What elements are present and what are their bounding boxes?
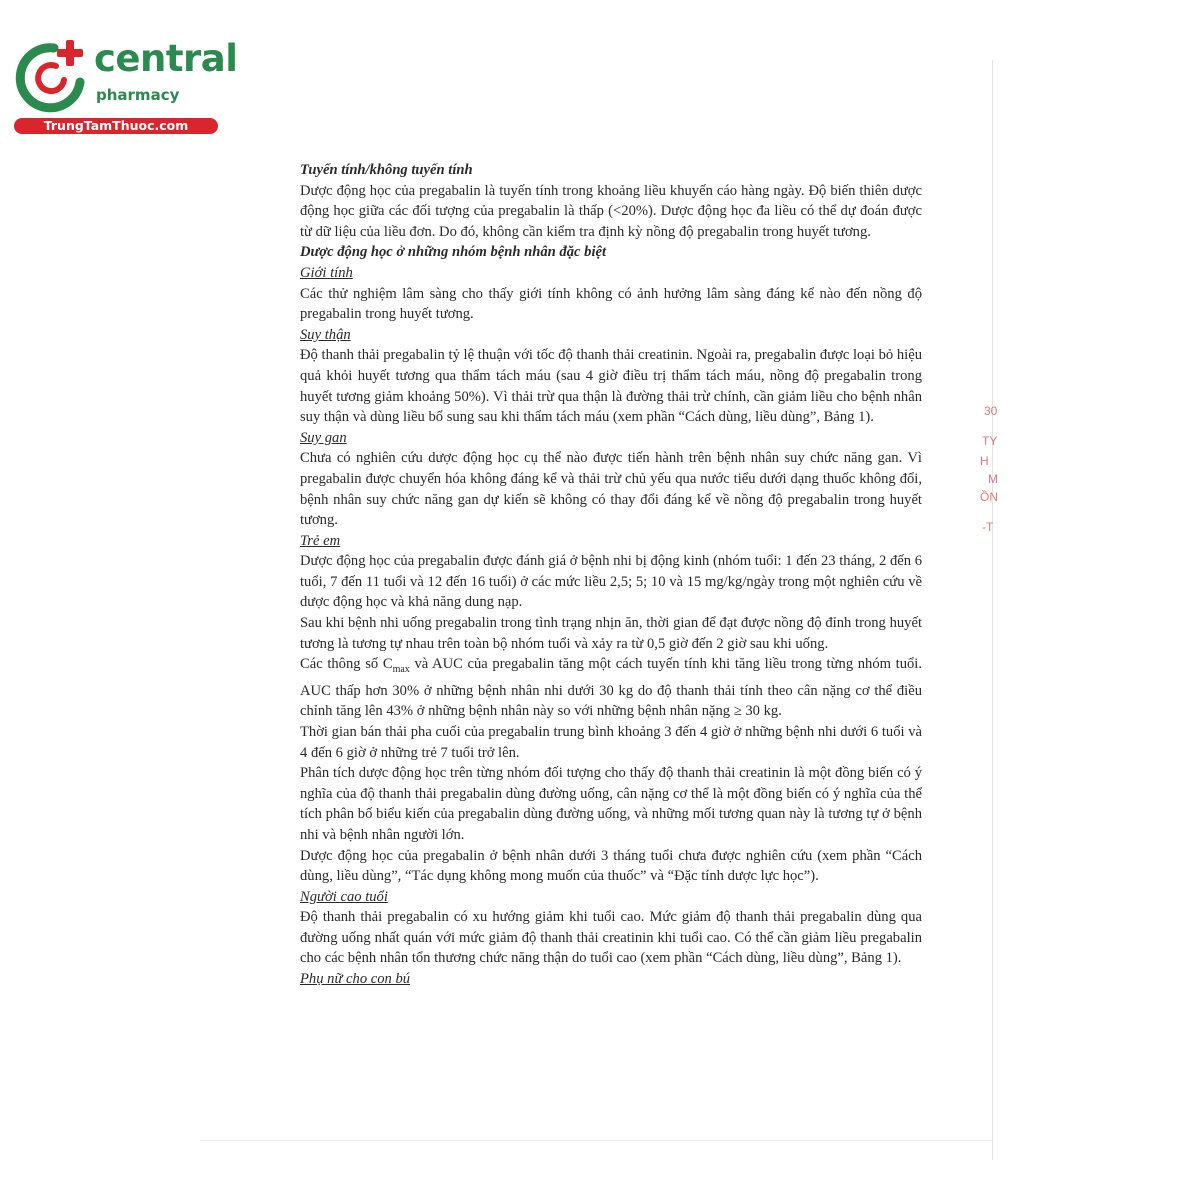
red-stamp-fragment <box>976 404 1000 554</box>
paragraph-hepatic-impairment: Chưa có nghiên cứu dược động học cụ thể nào được tiến hành trên bệnh nhân suy chức năng gan. Vì pregabalin được chuyển hóa không đáng kể và thải trừ chủ yếu qua nước tiểu dưới dạng thuốc không đổi, bệnh nhân suy chức năng gan dự kiến sẽ không có thay đổi đáng kể về nồng độ pregabalin trong huyết tương. <box>300 450 922 529</box>
stamp-text: H <box>980 454 989 468</box>
stamp-text: M <box>988 472 998 486</box>
document-body <box>300 160 922 990</box>
subheading-elderly: Người cao tuổi <box>300 888 388 905</box>
logo-website[interactable]: TrungTamThuoc.com <box>14 118 218 134</box>
logo-name: central <box>94 37 238 80</box>
page-edge-right <box>992 60 993 1160</box>
paragraph-children-1: Dược động học của pregabalin được đánh giá ở bệnh nhi bị động kinh (nhóm tuổi: 1 đến 23 tháng, 2 đến 6 tuổi, 7 đến 11 tuổi và 12 đến 16 tuổi) ở các mức liều 2,5; 5; 10 và 15 mg/kg/ngày trong một nghiên cứu về dược động học và khả năng dung nạp. <box>300 553 922 611</box>
paragraph-children-5: Phân tích dược động học trên từng nhóm đối tượng cho thấy độ thanh thải creatinin là một đồng biến có ý nghĩa của độ thanh thải pregabalin dùng đường uống, cân nặng cơ thể là một đồng biến có ý nghĩa của thể tích phân bố biểu kiến của pregabalin dùng đường uống, và những mối tương quan này là tương tự ở bệnh nhi và bệnh nhân người lớn. <box>300 765 922 843</box>
cmax-rest: và AUC của pregabalin tăng một cách tuyến tính khi tăng liều trong từng nhóm tuổi. AUC thấp hơn 30% ở những bệnh nhân nhi dưới 30 kg do độ thanh thải tính theo cân nặng cơ thể điều chỉnh tăng lên 43% ở những bệnh nhân này so với những bệnh nhân nặng ≥ 30 kg. <box>300 656 922 720</box>
paragraph-linearity: Dược động học của pregabalin là tuyến tính trong khoảng liều khuyến cáo hàng ngày. Độ biến thiên dược động học giữa các đối tượng của pregabalin là thấp (<20%). Dược động học đa liều có thể dự đoán được từ dữ liệu của liều đơn. Do đó, không cần kiểm tra định kỳ nồng độ pregabalin trong huyết tương. <box>300 182 922 240</box>
paragraph-children-3 <box>300 654 922 722</box>
subheading-breastfeeding: Phụ nữ cho con bú <box>300 971 411 988</box>
page-edge-bottom <box>200 1140 992 1141</box>
paragraph-children-4: Thời gian bán thải pha cuối của pregabalin trung bình khoảng 3 đến 4 giờ ở những bệnh nhi dưới 6 tuổi và 4 đến 6 giờ ở những trẻ 7 tuổi trở lên. <box>300 723 922 761</box>
subheading-gender: Giới tính <box>300 264 353 281</box>
pharmacy-cross-logo-icon <box>8 36 92 116</box>
stamp-text: -T <box>982 520 994 534</box>
cmax-subscript: max <box>392 664 410 676</box>
paragraph-renal-impairment: Độ thanh thải pregabalin tỷ lệ thuận với tốc độ thanh thải creatinin. Ngoài ra, pregabalin được loại bỏ hiệu quả khỏi huyết tương qua thẩm tách máu (sau 4 giờ điều trị thẩm tách máu, nồng độ pregabalin trong huyết tương giảm khoảng 50%). Vì thải trừ qua thận là đường thải trừ chính, cần giảm liều cho bệnh nhân suy thận và dùng liều bổ sung sau khi thẩm tách máu (xem phần “Cách dùng, liều dùng”, Bảng 1). <box>300 347 922 426</box>
cmax-prefix: Các thông số C <box>300 656 393 673</box>
subheading-renal-impairment: Suy thận <box>300 326 351 343</box>
subheading-hepatic-impairment: Suy gan <box>300 429 347 446</box>
paragraph-children-2: Sau khi bệnh nhi uống pregabalin trong tình trạng nhịn ăn, thời gian để đạt được nồng độ đỉnh trong huyết tương là tương tự nhau trên toàn bộ nhóm tuổi và xảy ra từ 0,5 giờ đến 2 giờ sau khi uống. <box>300 615 922 652</box>
paragraph-gender: Các thử nghiệm lâm sàng cho thấy giới tính không có ảnh hưởng lâm sàng đáng kể nào đến nồng độ pregabalin trong huyết tương. <box>300 285 922 323</box>
stamp-text: TY <box>982 434 998 448</box>
paragraph-children-6: Dược động học của pregabalin ở bệnh nhân dưới 3 tháng tuổi chưa được nghiên cứu (xem phần “Cách dùng, liều dùng”, “Tác dụng không mong muốn của thuốc” và “Đặc tính dược lực học”). <box>300 847 922 885</box>
subheading-children: Trẻ em <box>300 532 341 549</box>
section-heading-special-populations: Dược động học ở những nhóm bệnh nhân đặc biệt <box>300 244 607 261</box>
paragraph-elderly: Độ thanh thải pregabalin có xu hướng giảm khi tuổi cao. Mức giảm độ thanh thải pregabalin dùng qua đường uống nhất quán với mức giảm độ thanh thải creatinin khi tuổi cao. Có thể cần giảm liều pregabalin cho các bệnh nhân tổn thương chức năng thận do tuổi cao (xem phần “Cách dùng, liều dùng”, Bảng 1). <box>300 909 922 967</box>
stamp-text: ỒN <box>980 490 998 504</box>
stamp-text: 30 <box>984 404 998 418</box>
logo-subtitle: pharmacy <box>96 86 180 104</box>
central-pharmacy-logo[interactable] <box>8 36 238 136</box>
section-heading-linearity: Tuyến tính/không tuyến tính <box>300 162 473 178</box>
